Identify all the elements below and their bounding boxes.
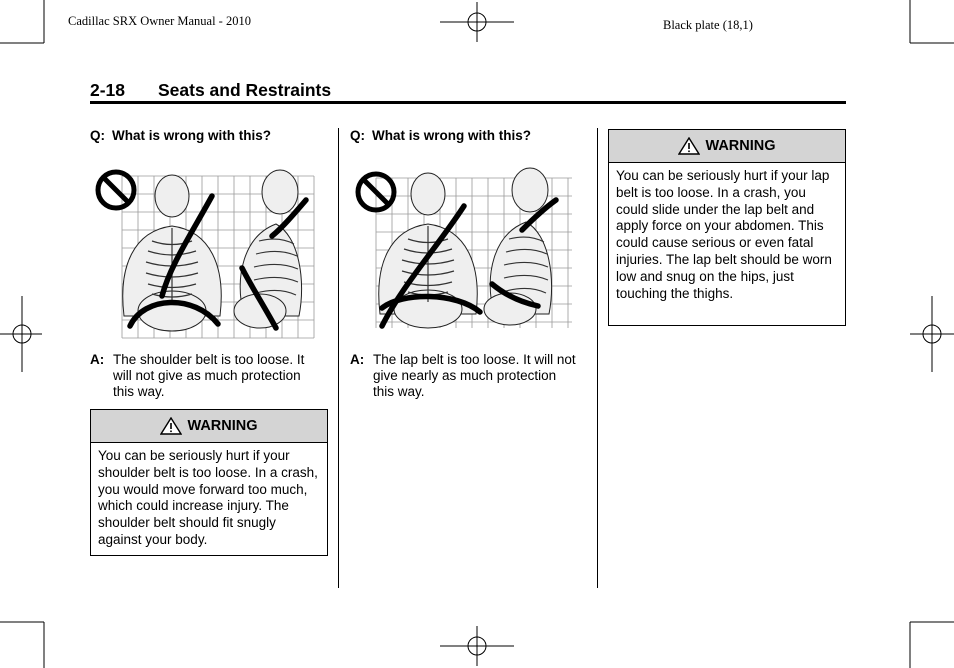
registration-mark-icon bbox=[0, 296, 42, 372]
question-label: Q: bbox=[90, 128, 105, 143]
question-label: Q: bbox=[350, 128, 365, 143]
column-divider bbox=[597, 128, 598, 588]
warning-header bbox=[91, 410, 327, 443]
prohibited-icon bbox=[98, 172, 134, 208]
answer-label: A: bbox=[350, 352, 365, 367]
warning-triangle-icon bbox=[678, 137, 700, 155]
warning-body: You can be seriously hurt if your lap belt is too loose. In a crash, you could slide under the lap belt and apply force on your abdomen. This could cause serious or even fatal injuries. The lap belt should be worn low and snug on the hips, just touching the thighs. bbox=[616, 168, 832, 301]
answer-text: The lap belt is too loose. It will not give nearly as much protection this way. bbox=[373, 352, 576, 399]
warning-box bbox=[608, 129, 846, 326]
header-rule bbox=[90, 101, 846, 104]
warning-box bbox=[90, 409, 328, 556]
answer-label: A: bbox=[90, 352, 105, 367]
answer-2 bbox=[350, 352, 590, 402]
column-divider bbox=[338, 128, 339, 588]
warning-heading: WARNING bbox=[705, 138, 776, 154]
answer-text: The shoulder belt is too loose. It will not give as much protection this way. bbox=[113, 352, 305, 399]
question-text: What is wrong with this? bbox=[112, 128, 271, 143]
shoulder-belt-illustration bbox=[94, 166, 324, 344]
warning-heading: WARNING bbox=[187, 418, 258, 434]
registration-mark-icon bbox=[440, 2, 514, 42]
warning-header bbox=[609, 130, 845, 163]
question-2 bbox=[350, 128, 531, 143]
registration-mark-icon bbox=[440, 626, 514, 666]
question-1 bbox=[90, 128, 271, 143]
warning-body: You can be seriously hurt if your shoulder belt is too loose. In a crash, you would move forward too much, which could increase injury. The shoulder belt should fit snugly against your body. bbox=[98, 448, 318, 547]
warning-triangle-icon bbox=[160, 417, 182, 435]
question-text: What is wrong with this? bbox=[372, 128, 531, 143]
answer-1 bbox=[90, 352, 330, 402]
plate-label: Black plate (18,1) bbox=[663, 18, 753, 32]
section-number: 2-18 bbox=[90, 80, 126, 100]
lap-belt-illustration bbox=[352, 166, 582, 336]
section-title: Seats and Restraints bbox=[158, 80, 332, 100]
manual-title: Cadillac SRX Owner Manual - 2010 bbox=[68, 14, 251, 28]
registration-mark-icon bbox=[910, 296, 954, 372]
